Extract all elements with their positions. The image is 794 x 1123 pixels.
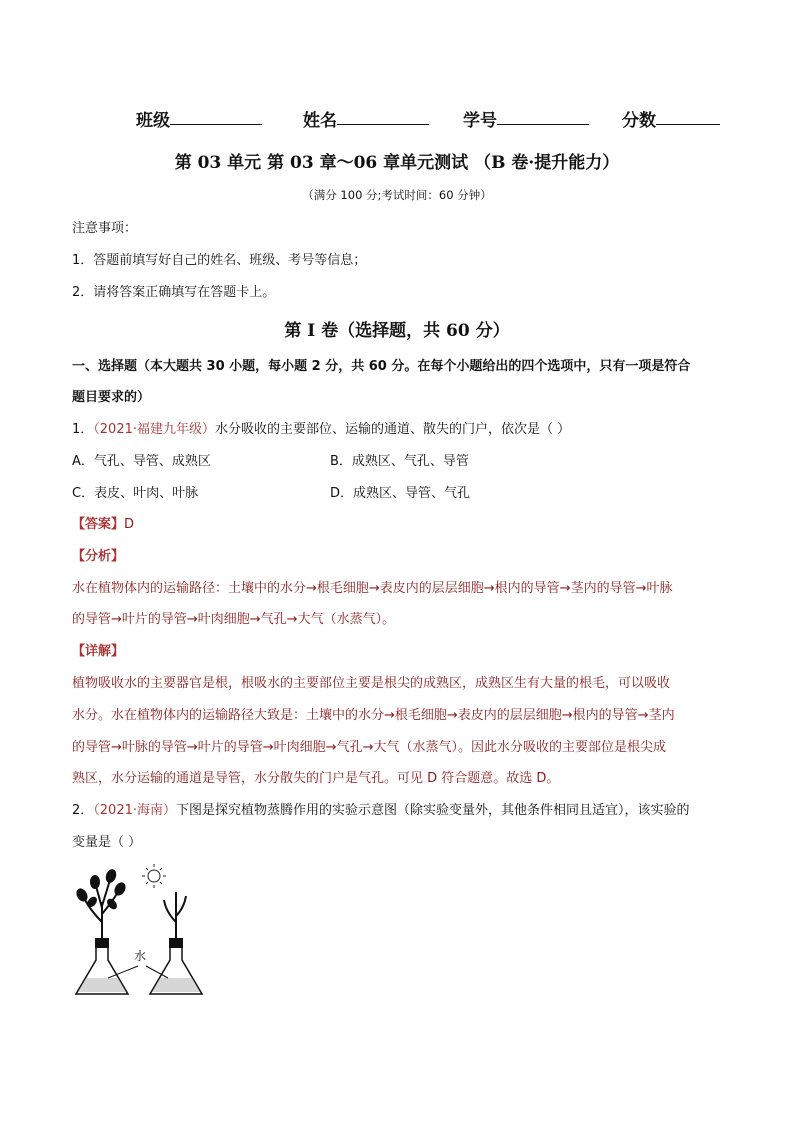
q1-option-c[interactable]: C．表皮、叶肉、叶脉 [72, 486, 199, 501]
transpiration-experiment-figure [72, 862, 222, 1002]
q2-stem-line1 [72, 803, 690, 819]
q1-detail-line3: 的导管→叶脉的导管→叶片的导管→叶肉细胞→气孔→大气（水蒸气）。因此水分吸收的主要部位是根尖成 [72, 740, 666, 755]
student-info-header [0, 106, 794, 130]
leafy-plant [84, 880, 118, 940]
q1-source: （2021·福建九年级） [93, 422, 215, 437]
q1-stem-line [72, 422, 570, 438]
id-field[interactable] [463, 106, 497, 131]
q1-detail-line1: 植物吸收水的主要器官是根，根吸水的主要部位主要是根尖的成熟区，成熟区生有大量的根毛，可以吸收 [72, 676, 671, 691]
leafless-plant [164, 892, 186, 940]
q1-detail-line4: 熟区，水分运输的通道是导管，水分散失的门户是气孔。可见 D 符合题意。故选 D。 [72, 771, 560, 786]
right-stopper [169, 938, 183, 948]
class-field[interactable] [136, 106, 170, 131]
q1-detail-line2: 水分。水在植物体内的运输路径大致是：土壤中的水分→根毛细胞→表皮内的层层细胞→根内的导管→茎内 [72, 708, 675, 723]
right-water [152, 978, 200, 992]
q1-answer-line [72, 517, 134, 533]
page-title: 第 03 单元 第 03 章～06 章单元测试 （B 卷·提升能力） [174, 153, 620, 173]
q1-analysis-line2: 的导管→叶片的导管→叶肉细胞→气孔→大气（水蒸气）。 [72, 612, 396, 627]
q2-stem-line2: 变量是（ ） [72, 835, 142, 850]
q1-answer: D [124, 517, 135, 532]
part-heading-line1: 一、选择题（本大题共 30 小题，每小题 2 分，共 60 分。在每个小题给出的四个选项中，只有一项是符合 [72, 359, 691, 374]
notes-heading: 注意事项： [72, 221, 138, 236]
note-item-2: 2．请将答案正确填写在答题卡上。 [72, 285, 276, 300]
sun-icon [142, 864, 166, 888]
name-label: 姓名 [303, 111, 337, 131]
detail-tag: 【详解】 [72, 644, 125, 659]
score-label: 分数 [622, 111, 656, 131]
class-label: 班级 [136, 111, 170, 131]
note-item-1: 1．答题前填写好自己的姓名、班级、考号等信息； [72, 253, 367, 268]
analysis-tag: 【分析】 [72, 549, 125, 564]
id-blank[interactable] [497, 106, 589, 125]
score-field[interactable] [622, 106, 656, 131]
class-blank[interactable] [170, 106, 262, 125]
name-field[interactable] [303, 106, 337, 131]
left-stopper [95, 938, 109, 948]
section-title: 第 I 卷（选择题，共 60 分） [284, 321, 510, 341]
q1-number: 1． [72, 422, 94, 437]
name-blank[interactable] [337, 106, 429, 125]
q1-analysis-line1: 水在植物体内的运输路径：土壤中的水分→根毛细胞→表皮内的层层细胞→根内的导管→茎内的导管→叶脉 [72, 581, 673, 596]
part-heading-line2: 题目要求的） [72, 390, 151, 405]
q2-number: 2． [72, 803, 94, 818]
q2-source: （2021·海南） [93, 803, 176, 818]
q2-stem: 下图是探究植物蒸腾作用的实验示意图（除实验变量外，其他条件相同且适宜），该实验的 [176, 803, 690, 818]
id-label: 学号 [463, 111, 497, 131]
water-label: 水 [134, 949, 147, 963]
q1-option-b[interactable]: B．成熟区、气孔、导管 [330, 454, 469, 469]
score-blank[interactable] [656, 106, 720, 125]
q1-option-d[interactable]: D．成熟区、导管、气孔 [330, 486, 471, 501]
q1-option-a[interactable]: A．气孔、导管、成熟区 [72, 454, 211, 469]
page-subtitle: （满分 100 分;考试时间：60 分钟） [302, 188, 492, 202]
answer-tag: 【答案】 [72, 517, 125, 532]
q1-stem: 水分吸收的主要部位、运输的通道、散失的门户，依次是（ ） [215, 422, 571, 437]
left-water [78, 978, 126, 992]
